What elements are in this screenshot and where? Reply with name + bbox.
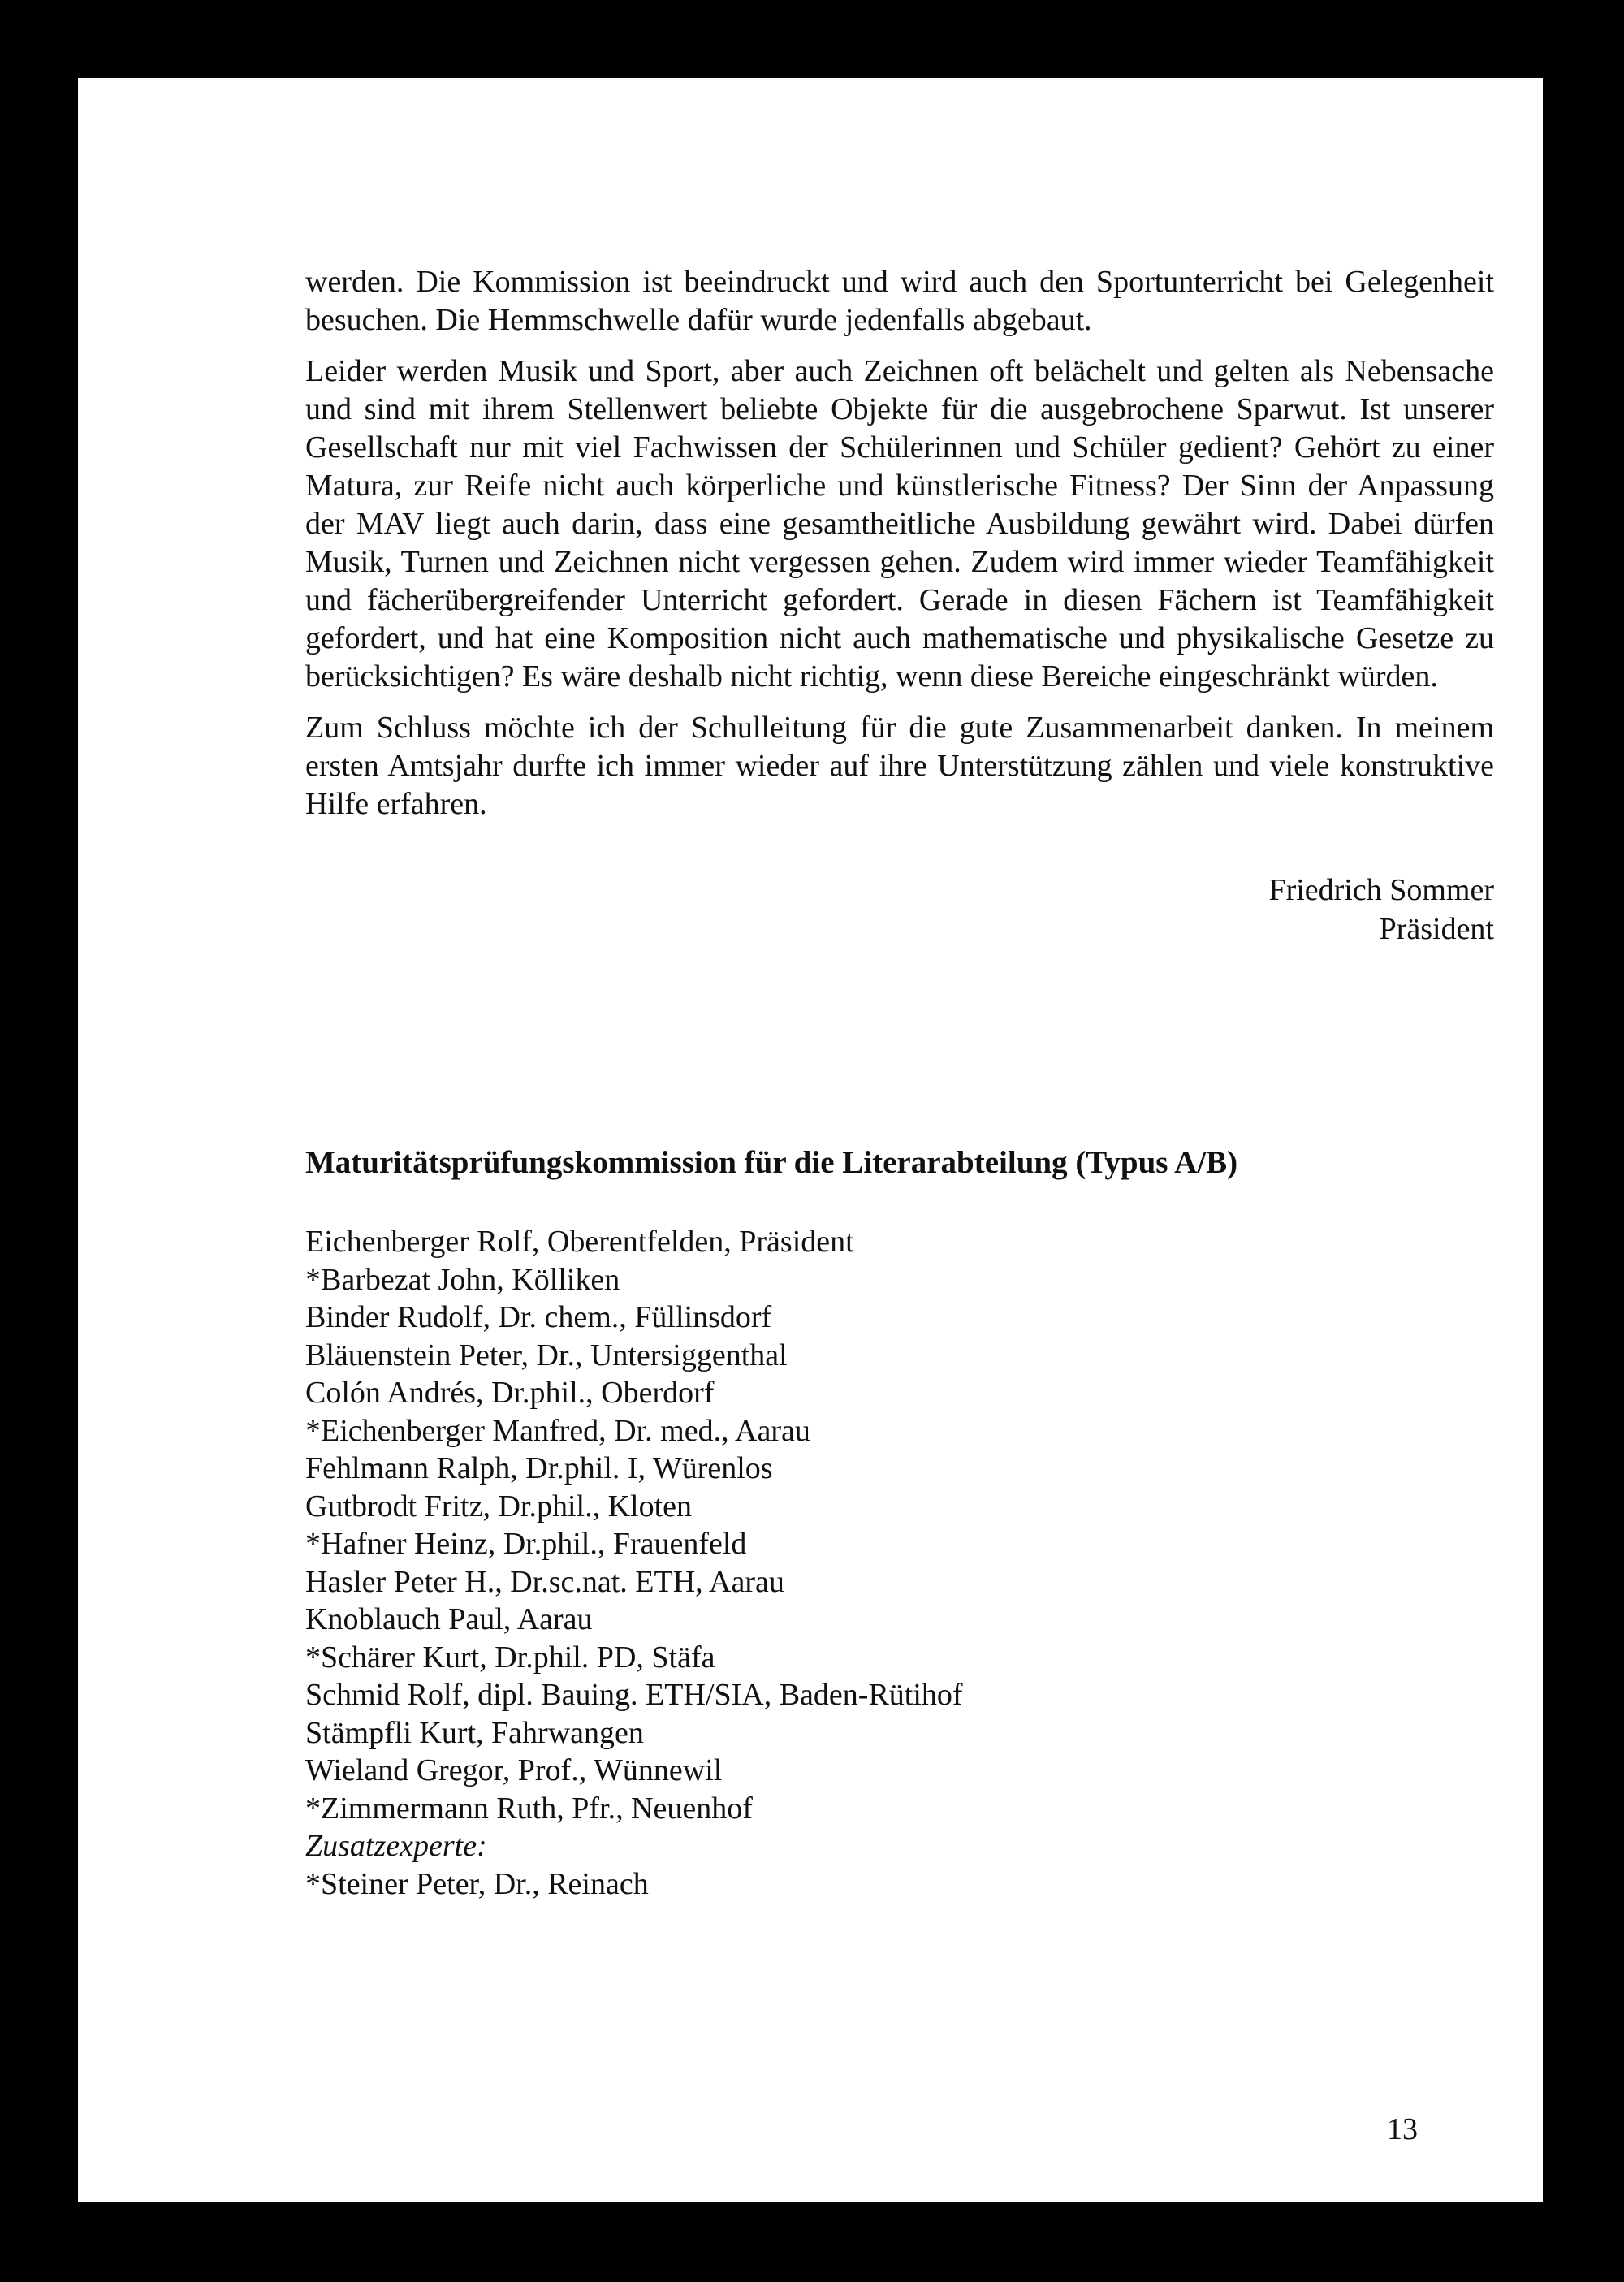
member-item: Knoblauch Paul, Aarau	[305, 1602, 593, 1636]
member-item: *Eichenberger Manfred, Dr. med., Aarau	[305, 1413, 810, 1448]
member-item: *Zimmermann Ruth, Pfr., Neuenhof	[305, 1791, 753, 1826]
paragraph-2: Leider werden Musik und Sport, aber auch Zeichnen oft belächelt und gelten als Nebensache und sind mit ihrem Stellenwert beliebte Objekte für die ausgebrochene Sparwut. Ist unserer Gesellschaft nur mit viel Fachwissen der Schülerinnen und Schüler gedient? Gehört zu einer Matura, zur Reife nicht auch körperliche und künstlerische Fitness? Der Sinn der Anpassung der MAV liegt auch darin, dass eine gesamtheitliche Ausbildung gewährt wird. Dabei dürfen Musik, Turnen und Zeichnen nicht vergessen gehen. Zudem wird immer wieder Teamfähigkeit und fächerübergreifender Unterricht gefordert. Gerade in diesen Fächern ist Teamfähigkeit gefordert, und hat eine Komposition nicht auch mathematische und physikalische Gesetze zu berücksichtigen? Es wäre deshalb nicht richtig, wenn diese Bereiche eingeschränkt würden.	[305, 354, 1494, 694]
member-item: Wieland Gregor, Prof., Wünnewil	[305, 1753, 723, 1787]
member-item: Schmid Rolf, dipl. Bauing. ETH/SIA, Baden-Rütihof	[305, 1678, 963, 1712]
member-item: *Barbezat John, Kölliken	[305, 1262, 620, 1297]
signature-title: Präsident	[1379, 912, 1494, 946]
member-item: Colón Andrés, Dr.phil., Oberdorf	[305, 1376, 715, 1410]
member-list	[305, 1223, 1494, 1903]
document-page	[78, 78, 1543, 2202]
extra-expert-member: *Steiner Peter, Dr., Reinach	[305, 1866, 649, 1901]
member-item: *Hafner Heinz, Dr.phil., Frauenfeld	[305, 1527, 747, 1561]
member-item: Fehlmann Ralph, Dr.phil. I, Würenlos	[305, 1451, 773, 1485]
member-item: Hasler Peter H., Dr.sc.nat. ETH, Aarau	[305, 1564, 784, 1599]
member-item: Binder Rudolf, Dr. chem., Füllinsdorf	[305, 1300, 772, 1334]
member-item: *Schärer Kurt, Dr.phil. PD, Stäfa	[305, 1640, 715, 1675]
paragraph-1: werden. Die Kommission ist beeindruckt und wird auch den Sportunterricht bei Gelegenheit besuchen. Die Hemmschwelle dafür wurde jedenfalls abgebaut.	[305, 265, 1494, 337]
page-number: 13	[1387, 2112, 1418, 2146]
extra-expert-label: Zusatzexperte:	[305, 1829, 487, 1863]
member-item: Stämpfli Kurt, Fahrwangen	[305, 1715, 644, 1750]
paragraph-3: Zum Schluss möchte ich der Schulleitung für die gute Zusammenarbeit danken. In meinem ersten Amtsjahr durfte ich immer wieder auf ihre Unterstützung zählen und viele konstruktive Hilfe erfahren.	[305, 711, 1494, 821]
member-item: Gutbrodt Fritz, Dr.phil., Kloten	[305, 1489, 693, 1523]
section-title: Maturitätsprüfungskommission für die Literarabteilung (Typus A/B)	[305, 1145, 1238, 1180]
page-content	[305, 263, 1494, 1903]
signature-name: Friedrich Sommer	[1268, 873, 1494, 907]
signature-block	[305, 871, 1494, 949]
member-item: Eichenberger Rolf, Oberentfelden, Präsident	[305, 1225, 854, 1259]
member-item: Bläuenstein Peter, Dr., Untersiggenthal	[305, 1338, 788, 1372]
